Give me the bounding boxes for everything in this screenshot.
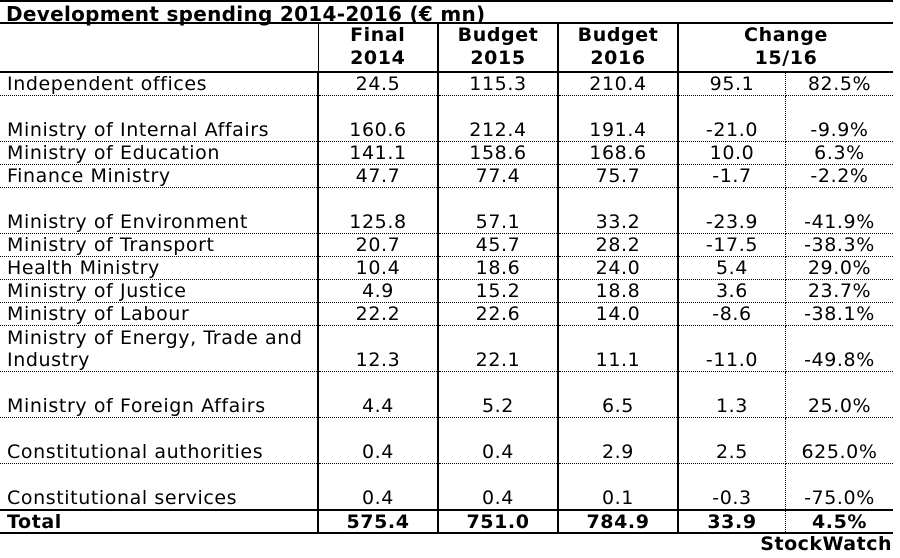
header-budget-2016 — [558, 24, 678, 72]
cell-budget-2016: 28.2 — [558, 234, 678, 257]
cell-change-pct: -75.0% — [786, 464, 894, 510]
cell-change-pct: -49.8% — [786, 326, 894, 372]
table-row — [0, 280, 893, 303]
cell-final-2014: 20.7 — [318, 234, 438, 257]
header-change — [678, 24, 893, 72]
cell-change-abs: -11.0 — [678, 326, 786, 372]
cell-final-2014: 575.4 — [318, 510, 438, 533]
cell-final-2014: 4.9 — [318, 280, 438, 303]
table-row — [0, 96, 893, 142]
cell-budget-2016: 24.0 — [558, 257, 678, 280]
cell-budget-2016: 210.4 — [558, 72, 678, 96]
header-final-2014-line1: Final — [350, 24, 406, 46]
cell-budget-2016: 191.4 — [558, 96, 678, 142]
header-budget-2016-line1: Budget — [577, 24, 659, 46]
cell-budget-2015: 22.6 — [438, 303, 558, 326]
header-row — [0, 24, 893, 72]
header-change-line2: 15/16 — [754, 47, 818, 69]
table-row — [0, 165, 893, 188]
row-label: Ministry of Environment — [0, 188, 318, 234]
cell-budget-2015: 751.0 — [438, 510, 558, 533]
cell-final-2014: 4.4 — [318, 372, 438, 418]
header-budget-2015 — [438, 24, 558, 72]
table-row — [0, 234, 893, 257]
spending-table — [0, 24, 893, 534]
row-label: Ministry of Justice — [0, 280, 318, 303]
row-label: Health Ministry — [0, 257, 318, 280]
cell-budget-2016: 14.0 — [558, 303, 678, 326]
cell-budget-2016: 33.2 — [558, 188, 678, 234]
cell-budget-2015: 22.1 — [438, 326, 558, 372]
cell-final-2014: 22.2 — [318, 303, 438, 326]
cell-change-abs: 95.1 — [678, 72, 786, 96]
cell-change-abs: 1.3 — [678, 372, 786, 418]
cell-change-abs: -17.5 — [678, 234, 786, 257]
cell-budget-2015: 115.3 — [438, 72, 558, 96]
cell-budget-2016: 2.9 — [558, 418, 678, 464]
row-label: Ministry of Transport — [0, 234, 318, 257]
header-final-2014 — [318, 24, 438, 72]
cell-budget-2016: 0.1 — [558, 464, 678, 510]
row-label: Ministry of Labour — [0, 303, 318, 326]
cell-budget-2015: 158.6 — [438, 142, 558, 165]
cell-budget-2015: 18.6 — [438, 257, 558, 280]
cell-final-2014: 125.8 — [318, 188, 438, 234]
source-credit: StockWatch — [760, 533, 892, 555]
table-row — [0, 303, 893, 326]
cell-budget-2015: 212.4 — [438, 96, 558, 142]
header-label-cell — [0, 24, 318, 72]
row-label: Ministry of Energy, Trade and Industry — [0, 326, 318, 372]
row-label: Ministry of Education — [0, 142, 318, 165]
total-label: Total — [0, 510, 318, 533]
table-row — [0, 326, 893, 372]
cell-change-pct: 25.0% — [786, 372, 894, 418]
header-final-2014-line2: 2014 — [350, 47, 406, 69]
cell-budget-2016: 11.1 — [558, 326, 678, 372]
cell-change-abs: -8.6 — [678, 303, 786, 326]
cell-change-pct: -9.9% — [786, 96, 894, 142]
table-row — [0, 257, 893, 280]
table-row — [0, 142, 893, 165]
cell-budget-2015: 0.4 — [438, 418, 558, 464]
table-row — [0, 372, 893, 418]
cell-budget-2016: 6.5 — [558, 372, 678, 418]
row-label: Ministry of Internal Affairs — [0, 96, 318, 142]
cell-change-pct: -38.1% — [786, 303, 894, 326]
cell-change-pct: 82.5% — [786, 72, 894, 96]
cell-budget-2016: 784.9 — [558, 510, 678, 533]
cell-budget-2015: 15.2 — [438, 280, 558, 303]
table-body — [0, 72, 893, 533]
cell-change-abs: 2.5 — [678, 418, 786, 464]
header-budget-2015-line2: 2015 — [470, 47, 526, 69]
cell-final-2014: 0.4 — [318, 464, 438, 510]
row-label: Finance Ministry — [0, 165, 318, 188]
cell-budget-2015: 45.7 — [438, 234, 558, 257]
table-title: Development spending 2014-2016 (€ mn) — [0, 0, 893, 24]
cell-budget-2015: 0.4 — [438, 464, 558, 510]
cell-change-pct: 4.5% — [786, 510, 894, 533]
cell-final-2014: 10.4 — [318, 257, 438, 280]
row-label: Ministry of Foreign Affairs — [0, 372, 318, 418]
header-change-line1: Change — [744, 24, 828, 46]
cell-budget-2015: 77.4 — [438, 165, 558, 188]
cell-final-2014: 12.3 — [318, 326, 438, 372]
table-row — [0, 72, 893, 96]
row-label: Independent offices — [0, 72, 318, 96]
cell-budget-2016: 75.7 — [558, 165, 678, 188]
cell-change-pct: -2.2% — [786, 165, 894, 188]
cell-change-pct: 6.3% — [786, 142, 894, 165]
cell-budget-2016: 18.8 — [558, 280, 678, 303]
cell-final-2014: 47.7 — [318, 165, 438, 188]
cell-budget-2015: 5.2 — [438, 372, 558, 418]
row-label: Constitutional services — [0, 464, 318, 510]
total-row — [0, 510, 893, 533]
cell-final-2014: 24.5 — [318, 72, 438, 96]
cell-change-abs: -1.7 — [678, 165, 786, 188]
cell-change-pct: 23.7% — [786, 280, 894, 303]
cell-final-2014: 0.4 — [318, 418, 438, 464]
header-budget-2015-line1: Budget — [457, 24, 539, 46]
cell-change-pct: 29.0% — [786, 257, 894, 280]
cell-change-abs: 5.4 — [678, 257, 786, 280]
cell-change-abs: 10.0 — [678, 142, 786, 165]
cell-budget-2016: 168.6 — [558, 142, 678, 165]
cell-change-abs: -23.9 — [678, 188, 786, 234]
table-row — [0, 188, 893, 234]
cell-change-pct: 625.0% — [786, 418, 894, 464]
table-row — [0, 464, 893, 510]
cell-change-abs: 3.6 — [678, 280, 786, 303]
cell-change-pct: -41.9% — [786, 188, 894, 234]
table-row — [0, 418, 893, 464]
row-label: Constitutional authorities — [0, 418, 318, 464]
cell-change-abs: 33.9 — [678, 510, 786, 533]
cell-final-2014: 141.1 — [318, 142, 438, 165]
cell-change-abs: -0.3 — [678, 464, 786, 510]
cell-budget-2015: 57.1 — [438, 188, 558, 234]
header-budget-2016-line2: 2016 — [590, 47, 646, 69]
cell-change-pct: -38.3% — [786, 234, 894, 257]
cell-change-abs: -21.0 — [678, 96, 786, 142]
cell-final-2014: 160.6 — [318, 96, 438, 142]
